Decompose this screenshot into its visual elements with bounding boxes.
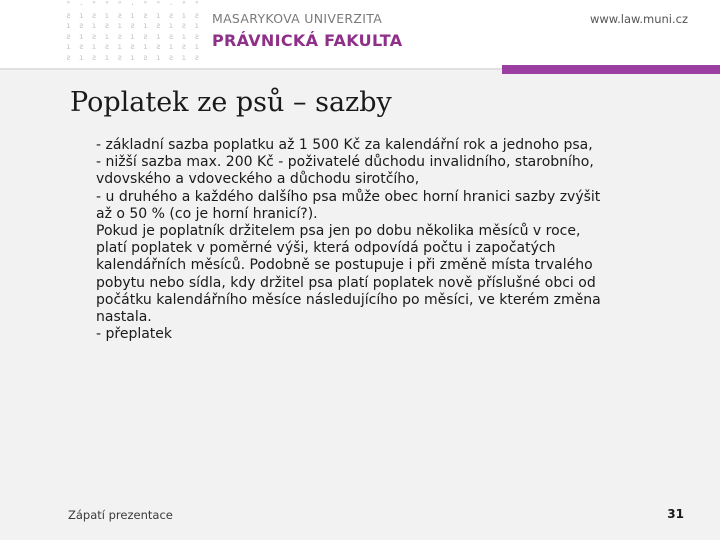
logo-pattern-row: ƨ ı ƨ ı ƨ ı ƨ ı ƨ ı ƨ	[66, 31, 201, 41]
slide-body	[96, 137, 696, 343]
slide-title: Poplatek ze psů – sazby	[70, 87, 392, 118]
faculty-name: PRÁVNICKÁ FAKULTA	[212, 31, 403, 50]
logo-pattern-row: ƨ ı ƨ ı ƨ ı ƨ ı ƨ ı ƨ	[66, 52, 201, 62]
body-line: - přeplatek	[96, 326, 173, 343]
footer-text: Zápatí prezentace	[68, 508, 173, 522]
body-line: vdovského a vdoveckého a důchodu sirotčího,	[96, 171, 420, 188]
body-line: platí poplatek v poměrné výši, která odpovídá počtu i započatých	[96, 240, 556, 257]
body-line: kalendářních měsíců. Podobně se postupuje i při změně místa trvalého	[96, 257, 593, 274]
header-accent-bar	[502, 65, 720, 74]
university-name: MASARYKOVA UNIVERZITA	[212, 11, 383, 26]
logo-pattern-row: ° · ° ° ° · ° ° · ° °	[66, 0, 201, 9]
website-url[interactable]: www.law.muni.cz	[589, 12, 688, 26]
body-line: nastala.	[96, 309, 152, 326]
university-logo-pattern	[66, 0, 201, 63]
logo-pattern-row: ı ƨ ı ƨ ı ƨ ı ƨ ı ƨ ı	[66, 21, 201, 30]
body-line: - základní sazba poplatku až 1 500 Kč za kalendářní rok a jednoho psa,	[96, 137, 593, 153]
body-line: pobytu nebo sídla, kdy držitel psa platí poplatek nově příslušné obci od	[96, 274, 596, 291]
body-line: - u druhého a každého dalšího psa může obec horní hranici sazby zvýšit	[96, 188, 601, 205]
body-line: až o 50 % (co je horní hranicí?).	[96, 205, 318, 222]
slide-header	[0, 0, 720, 68]
header-divider	[0, 68, 502, 70]
body-line: počátku kalendářního měsíce následujícího po měsíci, ve kterém změna	[96, 291, 601, 308]
logo-pattern-row: ı ƨ ı ƨ ı ƨ ı ƨ ı ƨ ı	[66, 42, 201, 51]
body-line: - nižší sazba max. 200 Kč - poživatelé důchodu invalidního, starobního,	[96, 154, 594, 171]
logo-pattern-row: ƨ ı ƨ ı ƨ ı ƨ ı ƨ ı ƨ	[66, 10, 201, 20]
body-line: Pokud je poplatník držitelem psa jen po dobu několika měsíců v roce,	[96, 223, 581, 240]
page-number: 31	[667, 507, 684, 521]
